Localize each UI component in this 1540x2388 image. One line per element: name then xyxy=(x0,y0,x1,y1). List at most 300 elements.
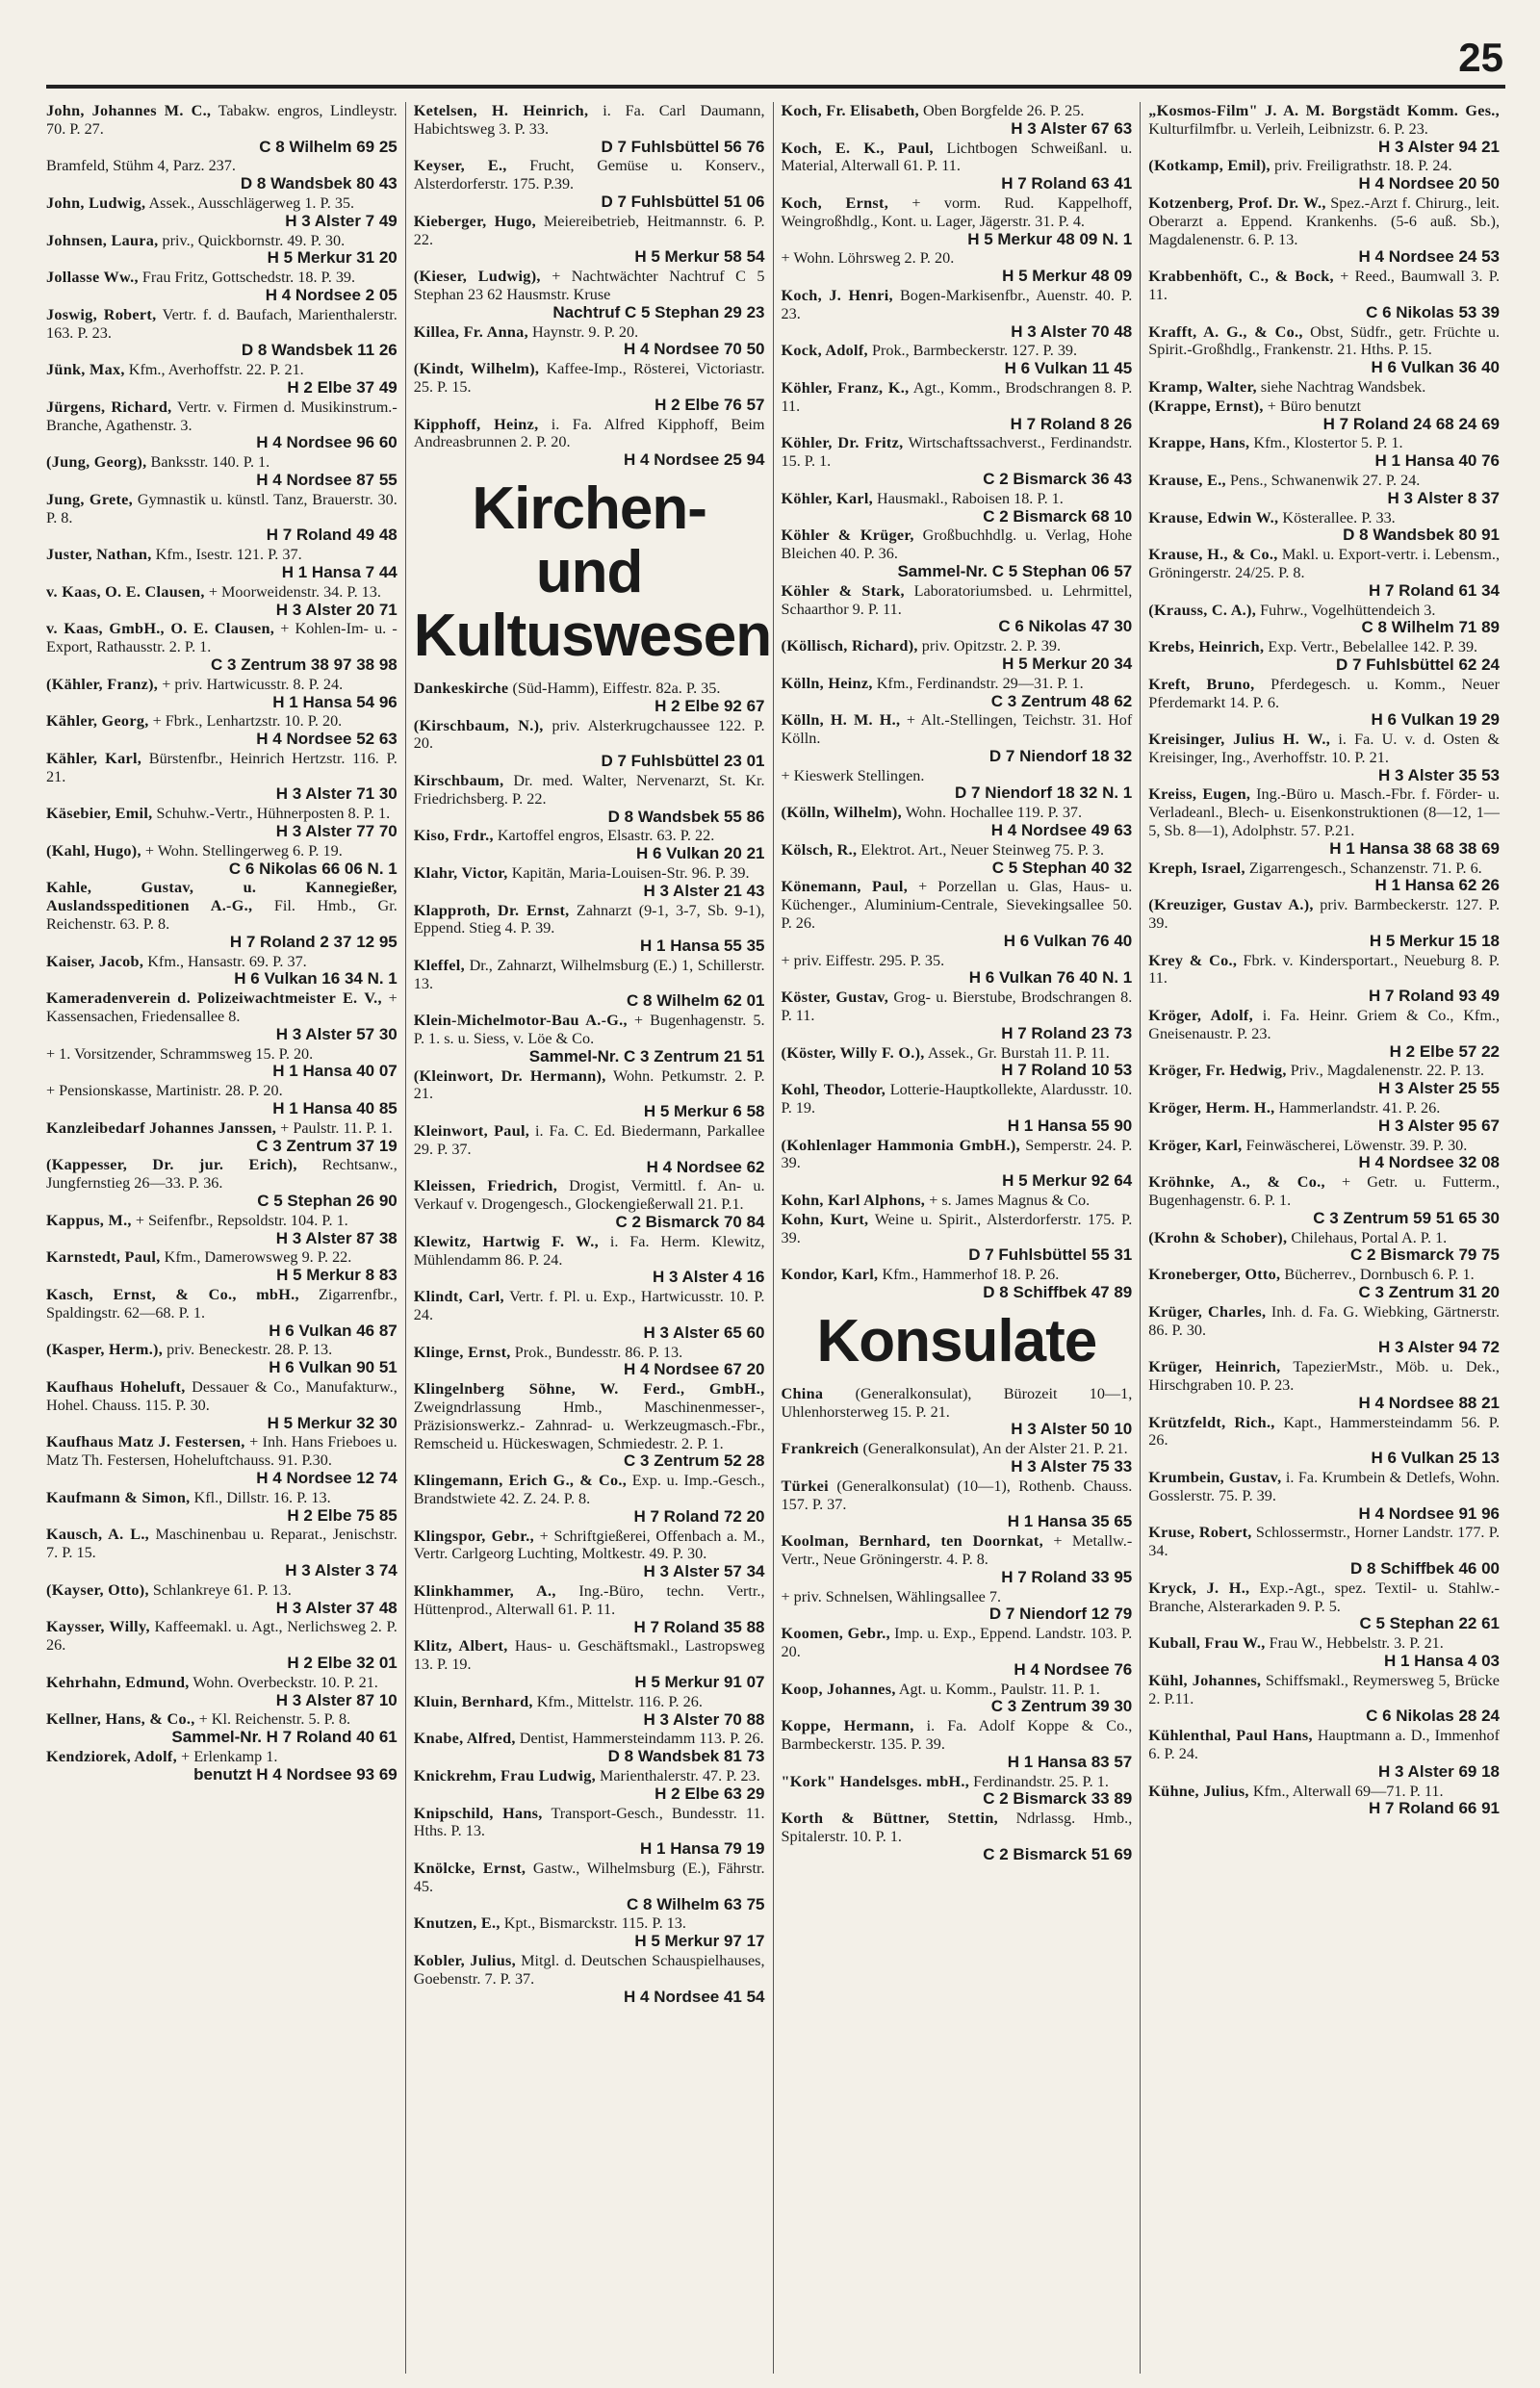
entry-name: Kipphoff, Heinz, xyxy=(413,415,539,433)
entry-details: Dessauer & Co., Manufakturw., Hohel. Chauss. 115. P. 30. xyxy=(46,1377,398,1414)
directory-entry xyxy=(782,1717,1133,1771)
entry-name: (Kohlenlager Hammonia GmbH.), xyxy=(781,1136,1020,1154)
entry-details: Mitgl. d. Deutschen Schauspielhauses, Goebenstr. 7. P. 37. xyxy=(413,1951,765,1988)
entry-name: Kröger, Karl, xyxy=(1148,1136,1243,1154)
entry-name: Koch, J. Henri, xyxy=(781,286,893,304)
entry-phone: H 4 Nordsee 52 63 xyxy=(256,730,398,749)
entry-phone: H 2 Elbe 63 29 xyxy=(654,1784,765,1803)
entry-phone: H 7 Roland 24 68 24 69 xyxy=(1322,414,1500,433)
directory-entry xyxy=(414,360,765,414)
entry-name: Kreisinger, Julius H. W., xyxy=(1148,731,1331,749)
entry-name: Kähler, Karl, xyxy=(46,749,142,767)
entry-phone: H 5 Merkur 6 58 xyxy=(643,1102,765,1121)
entry-name: Krebs, Heinrich, xyxy=(1148,638,1265,656)
entry-phone: H 7 Roland 61 34 xyxy=(1368,580,1500,600)
column-2 xyxy=(405,102,773,2374)
entry-details: Kfm., Klostertor 5. P. 1. xyxy=(1253,434,1403,452)
directory-entry xyxy=(46,583,398,620)
entry-details: Zweigndrlassung Hmb., Maschinenmesser-, Präzisionswerkz.- Zahnrad- u. Werkzeugmasch.-Fbr., Remscheid u. Hückeswagen, Schmiedestr. 2. P. 1. xyxy=(413,1399,765,1452)
directory-entry xyxy=(782,1588,1133,1625)
entry-name: (Kayser, Otto), xyxy=(46,1580,149,1599)
entry-phone: C 3 Zentrum 39 30 xyxy=(990,1697,1133,1716)
entry-details: Marienthalerstr. 47. P. 23. xyxy=(599,1766,760,1785)
entry-details: Elektrot. Art., Neuer Steinweg 75. P. 3. xyxy=(860,840,1105,859)
directory-entry xyxy=(46,953,398,989)
entry-phone: H 3 Alster 57 30 xyxy=(275,1024,398,1043)
entry-phone: H 6 Vulkan 46 87 xyxy=(269,1321,398,1340)
directory-entry xyxy=(782,841,1133,878)
entry-details: + Paulstr. 11. P. 1. xyxy=(280,1118,393,1137)
entry-phone: H 3 Alster 8 37 xyxy=(1387,488,1500,507)
entry-details: Fuhrw., Vogelhüttendeich 3. xyxy=(1260,601,1436,619)
entry-name: Kieberger, Hugo, xyxy=(413,212,536,230)
entry-phone: H 3 Alster 70 48 xyxy=(1011,321,1133,341)
directory-entry xyxy=(46,620,398,674)
entry-phone: H 4 Nordsee 70 50 xyxy=(624,340,765,359)
entry-name: v. Kaas, GmbH., O. E. Clausen, xyxy=(46,620,275,638)
directory-entry xyxy=(414,717,765,771)
directory-entry xyxy=(1148,638,1500,675)
entry-details: Kfm., Averhoffstr. 22. P. 21. xyxy=(128,361,304,379)
directory-entry xyxy=(1148,860,1500,896)
directory-entry xyxy=(414,1012,765,1066)
directory-entry xyxy=(46,1045,398,1082)
entry-details: + Reed., Baumwall 3. P. 11. xyxy=(1148,268,1500,303)
entry-details: Großbuchhdlg. u. Verlag, Hohe Bleichen 40. P. 36. xyxy=(781,526,1133,563)
entry-name: Kühne, Julius, xyxy=(1148,1782,1249,1800)
entry-phone: D 7 Fuhlsbüttel 51 06 xyxy=(601,192,765,211)
directory-entry xyxy=(782,102,1133,139)
directory-entry xyxy=(782,1625,1133,1679)
entry-phone: C 3 Zentrum 59 51 65 30 xyxy=(1313,1208,1500,1227)
directory-entry xyxy=(1148,952,1500,1006)
entry-details: Kpt., Bismarckstr. 115. P. 13. xyxy=(503,1914,686,1933)
directory-entry xyxy=(782,1681,1133,1717)
entry-details: Meiereibetrieb, Heitmannstr. 6. P. 22. xyxy=(413,212,765,248)
directory-entry xyxy=(46,157,398,193)
directory-entry xyxy=(46,232,398,269)
directory-entry xyxy=(1148,1727,1500,1781)
directory-entry xyxy=(46,1526,398,1579)
directory-entry xyxy=(46,194,398,231)
directory-entry xyxy=(1148,1358,1500,1412)
directory-entry xyxy=(782,490,1133,526)
directory-entry xyxy=(782,1532,1133,1586)
entry-phone: C 6 Nikolas 47 30 xyxy=(998,617,1133,636)
entry-phone: C 8 Wilhelm 62 01 xyxy=(627,991,765,1011)
entry-phone: H 3 Alster 25 55 xyxy=(1378,1079,1500,1098)
entry-details: Schlankreye 61. P. 13. xyxy=(152,1580,292,1599)
entry-name: Kleinwort, Paul, xyxy=(413,1122,530,1141)
entry-name: Kaysser, Willy, xyxy=(46,1618,150,1636)
entry-details: Schlossermstr., Horner Landstr. 177. P. 34. xyxy=(1148,1524,1500,1560)
entry-phone: Sammel-Nr. H 7 Roland 40 61 xyxy=(171,1728,398,1747)
entry-details: + Schriftgießerei, Offenbach a. M., Vertr. Carlgeorg Luchting, Moltkestr. 49. P. 30. xyxy=(413,1527,765,1563)
entry-name: Kanzleibedarf Johannes Janssen, xyxy=(46,1118,277,1137)
directory-entry xyxy=(1148,1579,1500,1633)
entry-name: Kendziorek, Adolf, xyxy=(46,1747,177,1765)
entry-name: Kaufmann & Simon, xyxy=(46,1488,191,1506)
entry-phone: H 3 Alster 35 53 xyxy=(1378,765,1500,784)
entry-phone: H 3 Alster 50 10 xyxy=(1011,1420,1133,1439)
entry-phone: H 4 Nordsee 76 xyxy=(1014,1659,1133,1679)
entry-details: (Generalkonsulat), Bürozeit 10—1, Uhlenhorsterweg 15. P. 21. xyxy=(781,1384,1133,1421)
directory-entry xyxy=(46,1378,398,1432)
entry-details: + Pensionskasse, Martinistr. 28. P. 20. xyxy=(46,1082,283,1100)
entry-name: Könemann, Paul, xyxy=(781,878,909,896)
entry-name: Krüger, Heinrich, xyxy=(1148,1358,1281,1376)
directory-entry xyxy=(782,1477,1133,1531)
directory-entry xyxy=(1148,102,1500,156)
directory-entry xyxy=(46,306,398,360)
directory-entry xyxy=(414,1067,765,1121)
directory-entry xyxy=(414,957,765,1011)
entry-details: + Wohn. Löhrsweg 2. P. 20. xyxy=(781,249,955,268)
entry-name: Kasch, Ernst, & Co., mbH., xyxy=(46,1286,299,1303)
entry-name: Kaiser, Jacob, xyxy=(46,952,144,970)
entry-name: (Kasper, Herm.), xyxy=(46,1341,164,1359)
directory-entry xyxy=(46,398,398,452)
directory-entry xyxy=(46,989,398,1043)
entry-phone: C 5 Stephan 26 90 xyxy=(257,1192,398,1211)
section-heading: Konsulate xyxy=(816,1307,1097,1374)
entry-phone: H 1 Hansa 7 44 xyxy=(281,562,398,581)
entry-name: Klein-Michelmotor-Bau A.-G., xyxy=(413,1012,628,1030)
entry-details: i. Fa. Herm. Klewitz, Mühlendamm 86. P. 24. xyxy=(413,1232,765,1269)
directory-entry xyxy=(46,453,398,490)
entry-phone: H 3 Alster 87 38 xyxy=(275,1228,398,1247)
entry-name: Krumbein, Gustav, xyxy=(1148,1468,1282,1486)
directory-entry xyxy=(1148,1007,1500,1061)
entry-details: priv. Opitzstr. 2. P. 39. xyxy=(921,637,1061,655)
entry-details: Haus- u. Geschäftsmakl., Lastropsweg 13. P. 19. xyxy=(413,1637,765,1674)
entry-details: Hausmakl., Raboisen 18. P. 1. xyxy=(877,489,1064,507)
entry-details: + vorm. Rud. Kappelhoff, Weingroßhdlg., Kont. u. Lager, Jägerstr. 31. P. 4. xyxy=(781,193,1133,230)
entry-name: Koop, Johannes, xyxy=(781,1680,896,1698)
entry-phone: H 4 Nordsee 12 74 xyxy=(256,1468,398,1487)
entry-details: Prok., Bundesstr. 86. P. 13. xyxy=(514,1343,683,1361)
entry-phone: C 5 Stephan 22 61 xyxy=(1359,1614,1500,1633)
entry-phone: H 7 Roland 10 53 xyxy=(1001,1061,1133,1080)
entry-name: (Köster, Willy F. O.), xyxy=(781,1043,925,1062)
entry-phone: H 5 Merkur 97 17 xyxy=(634,1932,765,1951)
directory-entry xyxy=(1148,1414,1500,1468)
directory-entry xyxy=(414,1860,765,1913)
entry-name: Kahle, Gustav, u. Kannegießer, Auslandsspeditionen A.-G., xyxy=(46,879,398,915)
entry-phone: H 1 Hansa 40 07 xyxy=(272,1062,398,1081)
entry-phone: H 1 Hansa 55 90 xyxy=(1007,1116,1133,1135)
entry-phone: C 2 Bismarck 36 43 xyxy=(983,469,1133,488)
entry-details: Kfm., Mittelstr. 116. P. 26. xyxy=(536,1692,703,1710)
entry-phone: H 1 Hansa 4 03 xyxy=(1383,1651,1500,1670)
entry-details: + Wohn. Stellingerweg 6. P. 19. xyxy=(144,841,343,860)
entry-details: i. Fa. Adolf Koppe & Co., Barmbeckerstr. 135. P. 39. xyxy=(781,1717,1133,1753)
entry-phone: H 6 Vulkan 25 13 xyxy=(1371,1449,1500,1468)
entry-details: Kfm., Isestr. 121. P. 37. xyxy=(155,546,302,564)
entry-name: Koomen, Gebr., xyxy=(781,1625,890,1643)
entry-phone: H 2 Elbe 37 49 xyxy=(287,377,398,397)
entry-phone: C 3 Zentrum 37 19 xyxy=(256,1136,398,1155)
entry-name: Jollasse Ww., xyxy=(46,269,139,287)
entry-name: Kohn, Kurt, xyxy=(781,1210,869,1228)
entry-phone: benutzt H 4 Nordsee 93 69 xyxy=(193,1764,398,1784)
entry-phone: C 8 Wilhelm 63 75 xyxy=(627,1894,765,1913)
entry-phone: H 1 Hansa 62 26 xyxy=(1374,876,1500,895)
entry-name: Köhler & Krüger, xyxy=(781,526,914,545)
entry-phone: H 3 Alster 69 18 xyxy=(1378,1761,1500,1781)
entry-phone: H 6 Vulkan 20 21 xyxy=(635,844,765,863)
entry-details: + Kieswerk Stellingen. xyxy=(781,766,925,784)
entry-details: Priv., Magdalenenstr. 22. P. 13. xyxy=(1290,1062,1485,1080)
directory-entry xyxy=(414,772,765,826)
directory-entry xyxy=(46,1286,398,1340)
entry-phone: H 5 Merkur 48 09 xyxy=(1002,267,1133,286)
entry-name: Klewitz, Hartwig F. W., xyxy=(413,1232,599,1250)
entry-details: Prok., Barmbeckerstr. 127. P. 39. xyxy=(871,342,1078,360)
entry-name: Krause, E., xyxy=(1148,471,1226,489)
entry-name: Koch, Ernst, xyxy=(781,193,889,212)
entry-name: Klingspor, Gebr., xyxy=(413,1527,534,1545)
entry-phone: C 8 Wilhelm 69 25 xyxy=(259,137,398,156)
entry-name: Krüger, Charles, xyxy=(1148,1302,1267,1321)
entry-phone: H 1 Hansa 35 65 xyxy=(1007,1512,1133,1531)
entry-phone: D 8 Wandsbek 81 73 xyxy=(607,1747,765,1766)
entry-details: Agt. u. Komm., Paulstr. 11. P. 1. xyxy=(898,1680,1100,1698)
entry-name: Kappus, M., xyxy=(46,1211,132,1229)
entry-name: Klinkhammer, A., xyxy=(413,1581,556,1600)
header-rule xyxy=(46,85,1505,89)
directory-entry xyxy=(414,1472,765,1526)
entry-details: Kfm., Hansastr. 69. P. 37. xyxy=(147,952,307,970)
entry-name: Kruse, Robert, xyxy=(1148,1524,1252,1542)
entry-phone: H 3 Alster 3 74 xyxy=(285,1560,398,1579)
entry-name: „Kosmos-Film" J. A. M. Borgstädt Komm. Ges., xyxy=(1148,102,1500,119)
directory-entry xyxy=(782,1192,1133,1210)
entry-phone: H 7 Roland 93 49 xyxy=(1368,987,1500,1006)
entry-phone: H 5 Merkur 20 34 xyxy=(1002,654,1133,673)
entry-phone: H 3 Alster 95 67 xyxy=(1378,1116,1500,1135)
entry-details: Kapt., Hammersteindamm 56. P. 26. xyxy=(1148,1413,1500,1450)
entry-name: Klingelnberg Söhne, W. Ferd., GmbH., xyxy=(413,1380,765,1399)
entry-details: Assek., Gr. Burstah 11. P. 11. xyxy=(927,1043,1110,1062)
entry-name: Kreiss, Eugen, xyxy=(1148,785,1251,804)
entry-details: Ing.-Büro u. Masch.-Fbr. f. Förder- u. Verladeanl., Blech- u. Eisenkonstruktionen (8—12, 1—5, Sb. 8—1), Adolphstr. 57. P.21. xyxy=(1148,785,1501,840)
entry-details: Oben Borgfelde 26. P. 25. xyxy=(923,102,1085,119)
entry-details: Weine u. Spirit., Alsterdorferstr. 175. P. 39. xyxy=(781,1210,1133,1246)
directory-entry xyxy=(782,675,1133,711)
entry-phone: H 3 Alster 21 43 xyxy=(643,881,765,900)
entry-details: + priv. Schnelsen, Wählingsallee 7. xyxy=(781,1587,1002,1605)
column-4 xyxy=(1140,102,1507,2374)
entry-phone: H 3 Alster 20 71 xyxy=(275,600,398,619)
entry-phone: C 2 Bismarck 70 84 xyxy=(615,1213,765,1232)
entry-details: Rechtsanw., Jungfernstieg 26—33. P. 36. xyxy=(46,1156,398,1193)
entry-details: Kartoffel engros, Elsastr. 63. P. 22. xyxy=(497,827,715,845)
entry-phone: H 3 Alster 87 10 xyxy=(275,1690,398,1709)
entry-details: Dr. med. Walter, Nervenarzt, St. Kr. Friedrichsberg. P. 22. xyxy=(413,771,765,808)
directory-entry xyxy=(46,361,398,398)
entry-phone: C 2 Bismarck 68 10 xyxy=(983,506,1133,526)
entry-name: Kohn, Karl Alphons, xyxy=(781,1192,926,1210)
entry-phone: D 7 Fuhlsbüttel 55 31 xyxy=(968,1245,1133,1265)
entry-details: Kfm., Ferdinandstr. 29—31. P. 1. xyxy=(876,674,1084,692)
directory-entry xyxy=(782,1773,1133,1810)
entry-details: + Erlenkamp 1. xyxy=(181,1747,278,1765)
entry-details: Spez.-Arzt f. Chirurg., leit. Oberarzt a. Eppend. Krankenhs. (5-6 auß. Sb.), Magdalenenstr. 6. P. 13. xyxy=(1148,193,1500,248)
directory-entry xyxy=(1148,731,1500,784)
entry-name: Kohl, Theodor, xyxy=(781,1081,886,1099)
entry-phone: H 6 Vulkan 16 34 N. 1 xyxy=(234,969,398,989)
entry-phone: H 3 Alster 7 49 xyxy=(285,211,398,230)
entry-name: China xyxy=(781,1384,824,1402)
entry-details: Maschinenbau u. Reparat., Jenischstr. 7. P. 15. xyxy=(46,1526,398,1562)
entry-name: Krützfeldt, Rich., xyxy=(1148,1413,1275,1431)
entry-details: siehe Nachtrag Wandsbek. xyxy=(1260,377,1426,396)
entry-name: Kreph, Israel, xyxy=(1148,859,1245,877)
entry-phone: H 3 Alster 65 60 xyxy=(643,1322,765,1342)
entry-name: Killea, Fr. Anna, xyxy=(413,322,528,341)
entry-phone: C 8 Wilhelm 71 89 xyxy=(1361,618,1500,637)
entry-name: Juster, Nathan, xyxy=(46,546,152,564)
entry-name: Krabbenhöft, C., & Bock, xyxy=(1148,268,1334,286)
entry-details: Vertr. f. Pl. u. Exp., Hartwicusstr. 10. P. 24. xyxy=(413,1288,765,1324)
entry-name: Knölcke, Ernst, xyxy=(413,1859,526,1877)
entry-phone: H 7 Roland 2 37 12 95 xyxy=(229,932,398,951)
entry-phone: H 2 Elbe 92 67 xyxy=(654,696,765,715)
entry-details: Laboratoriumsbed. u. Lehrmittel, Schaarthor 9. P. 11. xyxy=(781,581,1133,618)
directory-entry xyxy=(782,1385,1133,1439)
entry-name: Kröger, Herm. H., xyxy=(1148,1099,1275,1117)
entry-name: (Krauss, C. A.), xyxy=(1148,601,1257,619)
directory-entry xyxy=(46,546,398,582)
entry-name: Kirschbaum, xyxy=(413,771,504,789)
entry-phone: C 3 Zentrum 52 28 xyxy=(624,1451,765,1471)
entry-name: (Kahl, Hugo), xyxy=(46,841,141,860)
entry-phone: H 4 Nordsee 88 21 xyxy=(1358,1393,1500,1412)
directory-entry xyxy=(1148,472,1500,508)
entry-details: Frau W., Hebbelstr. 3. P. 21. xyxy=(1269,1634,1444,1653)
entry-name: Köhler & Stark, xyxy=(781,581,905,600)
entry-phone: H 5 Merkur 58 54 xyxy=(634,247,765,267)
directory-entry xyxy=(1148,785,1500,858)
entry-name: (Krohn & Schober), xyxy=(1148,1228,1288,1246)
directory-entry xyxy=(414,1637,765,1691)
directory-entry xyxy=(414,268,765,321)
entry-details: TapezierMstr., Möb. u. Dek., Hirschgraben 10. P. 23. xyxy=(1148,1358,1500,1394)
entry-phone: D 8 Schiffbek 47 89 xyxy=(983,1283,1133,1301)
entry-name: Ketelsen, H. Heinrich, xyxy=(413,102,589,119)
directory-entry xyxy=(46,1212,398,1248)
entry-details: Tabakw. engros, Lindleystr. 70. P. 27. xyxy=(46,102,398,138)
entry-details: Wirtschaftssachverst., Ferdinandstr. 15. P. 1. xyxy=(781,434,1133,471)
directory-entry xyxy=(414,157,765,211)
entry-details: (Süd-Hamm), Eiffestr. 82a. P. 35. xyxy=(512,679,721,697)
entry-name: Krause, Edwin W., xyxy=(1148,508,1279,526)
entry-name: Kaufhaus Matz J. Festersen, xyxy=(46,1433,245,1451)
directory-entry xyxy=(46,1082,398,1118)
entry-name: Köhler, Karl, xyxy=(781,489,873,507)
entry-details: + s. James Magnus & Co. xyxy=(929,1192,1091,1210)
entry-name: (Köllisch, Richard), xyxy=(781,637,918,655)
entry-name: Kleissen, Friedrich, xyxy=(413,1177,558,1195)
directory-entry xyxy=(414,1767,765,1804)
entry-phone: H 5 Merkur 31 20 xyxy=(267,248,398,268)
directory-entry xyxy=(1148,1303,1500,1357)
entry-details: + Seifenfbr., Repsoldstr. 104. P. 1. xyxy=(135,1211,348,1229)
entry-details: Semperstr. 24. P. 39. xyxy=(781,1136,1133,1172)
directory-entry xyxy=(782,140,1133,193)
directory-entry xyxy=(46,1618,398,1672)
directory-entry xyxy=(1148,676,1500,730)
entry-phone: H 1 Hansa 55 35 xyxy=(640,937,765,956)
entry-details: Ndrlassg. Hmb., Spitalerstr. 10. P. 1. xyxy=(781,1810,1133,1845)
entry-details: Wohn. Hochallee 119. P. 37. xyxy=(905,804,1083,822)
entry-details: + Porzellan u. Glas, Haus- u. Küchenger., Aluminium-Centrale, Sievekingsallee 50. P. 26. xyxy=(781,878,1133,933)
entry-phone: H 3 Alster 57 34 xyxy=(643,1562,765,1581)
entry-phone: D 8 Wandsbek 80 91 xyxy=(1343,526,1500,545)
entry-phone: H 4 Nordsee 62 xyxy=(646,1157,765,1176)
entry-name: (Kindt, Wilhelm), xyxy=(413,360,540,378)
page-number: 25 xyxy=(1458,35,1503,80)
entry-details: Kulturfilmfbr. u. Verleih, Leibnizstr. 6. P. 23. xyxy=(1148,119,1428,138)
entry-phone: D 8 Wandsbek 11 26 xyxy=(241,341,398,360)
entry-details: + Kohlen-Im- u. -Export, Rathausstr. 2. P. 1. xyxy=(46,620,398,656)
entry-details: Ferdinandstr. 25. P. 1. xyxy=(973,1772,1109,1790)
entry-name: Karnstedt, Paul, xyxy=(46,1248,161,1267)
entry-phone: D 8 Wandsbek 55 86 xyxy=(607,807,765,826)
entry-details: Schiffsmakl., Reymersweg 5, Brücke 2. P.11. xyxy=(1148,1671,1500,1708)
entry-details: Kaffee-Imp., Rösterei, Victoriastr. 25. P. 15. xyxy=(413,360,765,396)
entry-name: Kellner, Hans, & Co., xyxy=(46,1710,195,1729)
entry-name: Kröger, Fr. Hedwig, xyxy=(1148,1062,1287,1080)
entry-name: Joswig, Robert, xyxy=(46,305,157,323)
entry-name: Köhler, Franz, K., xyxy=(781,378,910,397)
directory-entry xyxy=(782,711,1133,765)
entry-details: Dentist, Hammersteindamm 113. P. 26. xyxy=(519,1730,764,1748)
directory-entry xyxy=(414,1582,765,1636)
entry-phone: H 6 Vulkan 19 29 xyxy=(1371,710,1500,730)
entry-phone: H 5 Merkur 92 64 xyxy=(1002,1171,1133,1191)
directory-entry xyxy=(782,379,1133,433)
directory-entry xyxy=(46,1748,398,1785)
directory-entry xyxy=(46,712,398,749)
column-1 xyxy=(46,102,405,2374)
entry-phone: H 7 Roland 23 73 xyxy=(1001,1023,1133,1042)
directory-entry xyxy=(46,1248,398,1285)
directory-entry xyxy=(782,249,1133,286)
entry-name: (Krappe, Ernst), xyxy=(1148,397,1264,415)
directory-entry xyxy=(414,1914,765,1951)
entry-phone: H 6 Vulkan 36 40 xyxy=(1371,358,1500,377)
directory-entry xyxy=(414,1730,765,1766)
entry-phone: C 2 Bismarck 51 69 xyxy=(983,1844,1133,1863)
directory-entry xyxy=(1148,194,1500,267)
directory-entry xyxy=(1148,398,1500,434)
entry-name: Krafft, A. G., & Co., xyxy=(1148,322,1303,341)
entry-phone: H 1 Hansa 83 57 xyxy=(1007,1752,1133,1771)
entry-phone: H 5 Merkur 15 18 xyxy=(1369,931,1500,950)
entry-details: Zahnarzt (9-1, 3-7, Sb. 9-1), Eppend. Stieg 4. P. 39. xyxy=(413,901,765,937)
entry-phone: D 8 Wandsbek 80 43 xyxy=(240,174,398,193)
entry-name: Jünk, Max, xyxy=(46,361,125,379)
entry-phone: C 3 Zentrum 48 62 xyxy=(990,691,1133,710)
column-3 xyxy=(773,102,1141,2374)
entry-details: priv. Beneckestr. 28. P. 13. xyxy=(167,1341,333,1359)
entry-phone: H 4 Nordsee 32 08 xyxy=(1358,1153,1500,1172)
entry-name: Käsebier, Emil, xyxy=(46,805,153,823)
entry-name: Krappe, Hans, xyxy=(1148,434,1250,452)
directory-entry xyxy=(782,1440,1133,1476)
